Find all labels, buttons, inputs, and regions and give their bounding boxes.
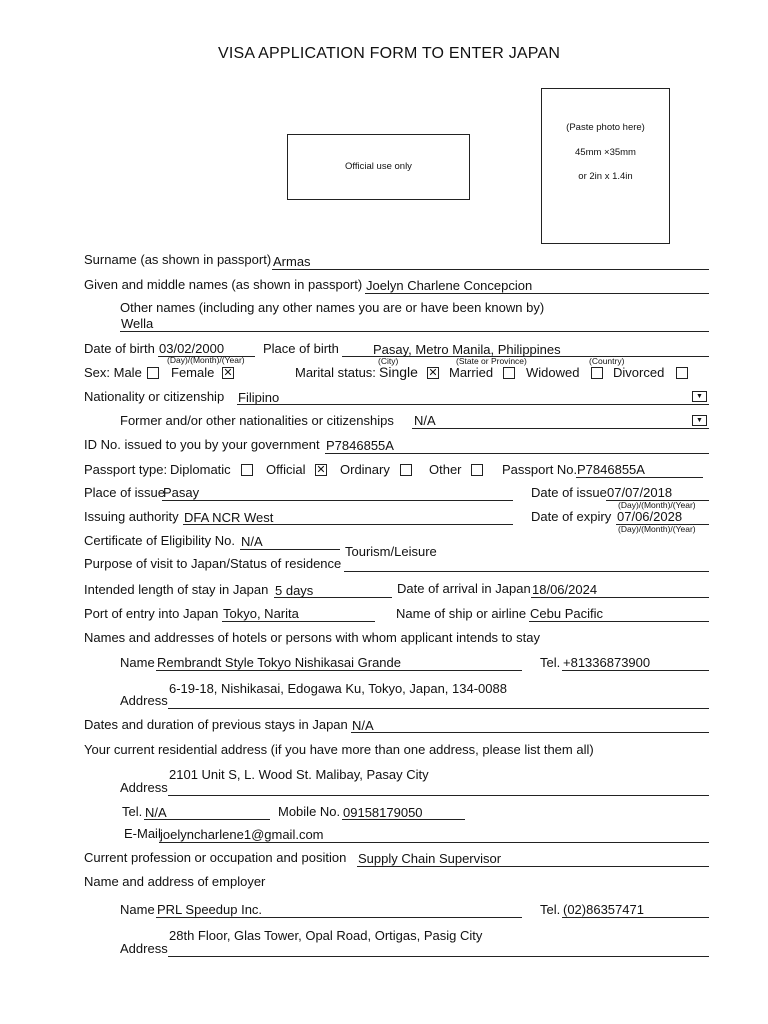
former-nationality-dropdown-icon[interactable]: ▼ bbox=[692, 415, 707, 426]
photo-instruction-1: (Paste photo here) bbox=[566, 122, 645, 133]
other-names-underline bbox=[120, 331, 709, 332]
given-names-label: Given and middle names (as shown in passport) bbox=[84, 277, 363, 292]
sex-female-label: Female bbox=[171, 365, 215, 380]
airline-underline bbox=[529, 621, 709, 622]
country-hint: (Country) bbox=[589, 356, 625, 366]
profession-underline bbox=[357, 866, 709, 867]
port-of-entry-label: Port of entry into Japan bbox=[84, 606, 219, 621]
previous-stays-label: Dates and duration of previous stays in Japan bbox=[84, 717, 348, 732]
mobile-underline bbox=[342, 819, 465, 820]
hotel-name-underline bbox=[156, 670, 522, 671]
other-names-value[interactable]: Wella bbox=[121, 316, 154, 331]
employer-tel-label: Tel. bbox=[540, 902, 561, 917]
employer-name-value[interactable]: PRL Speedup Inc. bbox=[157, 902, 263, 917]
residential-address-label: Address bbox=[120, 780, 168, 795]
date-of-birth-label: Date of birth bbox=[84, 341, 155, 356]
official-use-label: Official use only bbox=[345, 161, 412, 172]
passport-type-label: Passport type: bbox=[84, 462, 168, 477]
hotel-tel-label: Tel. bbox=[540, 655, 561, 670]
previous-stays-value[interactable]: N/A bbox=[352, 718, 374, 733]
employer-tel-underline bbox=[562, 917, 709, 918]
eligibility-value[interactable]: N/A bbox=[241, 534, 263, 549]
place-of-issue-underline bbox=[162, 500, 513, 501]
date-of-expiry-label: Date of expiry bbox=[531, 509, 612, 524]
sex-male-checkbox[interactable] bbox=[147, 367, 159, 379]
state-hint: (State or Province) bbox=[456, 356, 527, 366]
arrival-date-label: Date of arrival in Japan bbox=[397, 581, 531, 596]
employer-section-label: Name and address of employer bbox=[84, 874, 266, 889]
profession-label: Current profession or occupation and position bbox=[84, 850, 347, 865]
place-of-birth-value[interactable]: Pasay, Metro Manila, Philippines bbox=[373, 342, 561, 357]
issuing-authority-label: Issuing authority bbox=[84, 509, 179, 524]
purpose-label: Purpose of visit to Japan/Status of residence bbox=[84, 556, 342, 571]
hotel-address-label: Address bbox=[120, 693, 168, 708]
marital-single-label: Single bbox=[379, 364, 418, 380]
city-hint: (City) bbox=[378, 356, 399, 366]
former-nationality-underline bbox=[412, 428, 709, 429]
eligibility-underline bbox=[240, 549, 340, 550]
marital-divorced-checkbox[interactable] bbox=[676, 367, 688, 379]
date-of-birth-value[interactable]: 03/02/2000 bbox=[159, 341, 225, 356]
stay-length-value[interactable]: 5 days bbox=[275, 583, 314, 598]
email-value[interactable]: joelyncharlene1@gmail.com bbox=[160, 827, 324, 842]
nationality-underline bbox=[237, 404, 709, 405]
id-number-label: ID No. issued to you by your government bbox=[84, 437, 320, 452]
stay-length-underline bbox=[274, 597, 392, 598]
marital-single-checkbox[interactable]: ✕ bbox=[428, 367, 438, 379]
employer-name-underline bbox=[156, 917, 522, 918]
airline-value[interactable]: Cebu Pacific bbox=[530, 606, 603, 621]
arrival-date-underline bbox=[531, 597, 709, 598]
hotels-section-label: Names and addresses of hotels or persons with whom applicant intends to stay bbox=[84, 630, 540, 645]
issuing-authority-underline bbox=[183, 524, 513, 525]
photo-box[interactable] bbox=[541, 88, 670, 244]
passport-other-checkbox[interactable] bbox=[471, 464, 483, 476]
place-of-birth-label: Place of birth bbox=[263, 341, 339, 356]
former-nationality-label: Former and/or other nationalities or citizenships bbox=[120, 413, 394, 428]
port-of-entry-underline bbox=[222, 621, 375, 622]
purpose-value[interactable]: Tourism/Leisure bbox=[345, 544, 437, 559]
date-of-issue-value[interactable]: 07/07/2018 bbox=[607, 485, 673, 500]
purpose-underline bbox=[344, 571, 709, 572]
passport-official-label: Official bbox=[266, 462, 306, 477]
id-number-value[interactable]: P7846855A bbox=[326, 438, 394, 453]
date-of-expiry-hint: (Day)/(Month)/(Year) bbox=[618, 524, 696, 534]
other-names-label: Other names (including any other names you are or have been known by) bbox=[120, 300, 545, 315]
hotel-address-underline bbox=[168, 708, 709, 709]
residential-address-underline bbox=[168, 795, 709, 796]
airline-label: Name of ship or airline bbox=[396, 606, 527, 621]
employer-tel-value[interactable]: (02)86357471 bbox=[563, 902, 644, 917]
place-of-issue-value[interactable]: Pasay bbox=[163, 485, 200, 500]
sex-label: Sex: Male bbox=[84, 365, 142, 380]
employer-address-underline bbox=[168, 956, 709, 957]
residential-tel-underline bbox=[144, 819, 270, 820]
passport-number-label: Passport No. bbox=[502, 462, 578, 477]
photo-instruction-2: 45mm ×35mm bbox=[575, 147, 636, 158]
passport-official-checkbox[interactable]: ✕ bbox=[316, 464, 326, 476]
arrival-date-value[interactable]: 18/06/2024 bbox=[532, 582, 598, 597]
date-of-expiry-value[interactable]: 07/06/2028 bbox=[617, 509, 683, 524]
hotel-tel-value[interactable]: +81336873900 bbox=[563, 655, 651, 670]
date-of-birth-hint: (Day)/(Month)/(Year) bbox=[167, 355, 245, 365]
email-underline bbox=[159, 842, 709, 843]
surname-underline bbox=[272, 269, 709, 270]
passport-number-value[interactable]: P7846855A bbox=[577, 462, 645, 477]
form-title: VISA APPLICATION FORM TO ENTER JAPAN bbox=[218, 45, 561, 62]
sex-female-checkbox[interactable]: ✕ bbox=[223, 367, 233, 379]
eligibility-label: Certificate of Eligibility No. bbox=[84, 533, 235, 548]
passport-diplomatic-label: Diplomatic bbox=[170, 462, 231, 477]
residential-address-value[interactable]: 2101 Unit S, L. Wood St. Malibay, Pasay City bbox=[169, 767, 429, 782]
marital-divorced-label: Divorced bbox=[613, 365, 665, 380]
stay-length-label: Intended length of stay in Japan bbox=[84, 582, 269, 597]
given-names-underline bbox=[365, 293, 709, 294]
official-use-box bbox=[287, 134, 470, 200]
residential-section-label: Your current residential address (if you have more than one address, please list them all) bbox=[84, 742, 594, 757]
mobile-label: Mobile No. bbox=[278, 804, 341, 819]
marital-widowed-label: Widowed bbox=[526, 365, 580, 380]
marital-married-label: Married bbox=[449, 365, 494, 380]
passport-other-label: Other bbox=[429, 462, 462, 477]
nationality-label: Nationality or citizenship bbox=[84, 389, 225, 404]
date-of-issue-label: Date of issue bbox=[531, 485, 607, 500]
id-number-underline bbox=[325, 453, 709, 454]
marital-widowed-checkbox[interactable] bbox=[591, 367, 603, 379]
date-of-issue-hint: (Day)/(Month)/(Year) bbox=[618, 500, 696, 510]
residential-tel-value[interactable]: N/A bbox=[145, 805, 167, 820]
hotel-address-value[interactable]: 6-19-18, Nishikasai, Edogawa Ku, Tokyo, Japan, 134-0088 bbox=[169, 681, 507, 696]
hotel-tel-underline bbox=[562, 670, 709, 671]
employer-name-label: Name bbox=[120, 902, 155, 917]
profession-value[interactable]: Supply Chain Supervisor bbox=[358, 851, 502, 866]
hotel-name-value[interactable]: Rembrandt Style Tokyo Nishikasai Grande bbox=[157, 655, 401, 670]
nationality-value[interactable]: Filipino bbox=[238, 390, 280, 405]
previous-stays-underline bbox=[351, 732, 709, 733]
surname-value[interactable]: Armas bbox=[273, 254, 311, 269]
passport-ordinary-checkbox[interactable] bbox=[400, 464, 412, 476]
issuing-authority-value[interactable]: DFA NCR West bbox=[184, 510, 274, 525]
marital-married-checkbox[interactable] bbox=[503, 367, 515, 379]
hotel-name-label: Name bbox=[120, 655, 155, 670]
passport-number-underline bbox=[576, 477, 703, 478]
surname-label: Surname (as shown in passport) bbox=[84, 252, 272, 267]
given-names-value[interactable]: Joelyn Charlene Concepcion bbox=[366, 278, 533, 293]
marital-status-label: Marital status: bbox=[295, 365, 376, 380]
nationality-dropdown-icon[interactable]: ▼ bbox=[692, 391, 707, 402]
passport-ordinary-label: Ordinary bbox=[340, 462, 390, 477]
email-label: E-Mail bbox=[124, 826, 161, 841]
former-nationality-value[interactable]: N/A bbox=[414, 413, 436, 428]
port-of-entry-value[interactable]: Tokyo, Narita bbox=[223, 606, 299, 621]
place-of-issue-label: Place of issue bbox=[84, 485, 165, 500]
employer-address-value[interactable]: 28th Floor, Glas Tower, Opal Road, Ortigas, Pasig City bbox=[169, 928, 483, 943]
mobile-value[interactable]: 09158179050 bbox=[343, 805, 423, 820]
passport-diplomatic-checkbox[interactable] bbox=[241, 464, 253, 476]
photo-instruction-3: or 2in x 1.4in bbox=[578, 171, 633, 182]
employer-address-label: Address bbox=[120, 941, 168, 956]
residential-tel-label: Tel. bbox=[122, 804, 143, 819]
